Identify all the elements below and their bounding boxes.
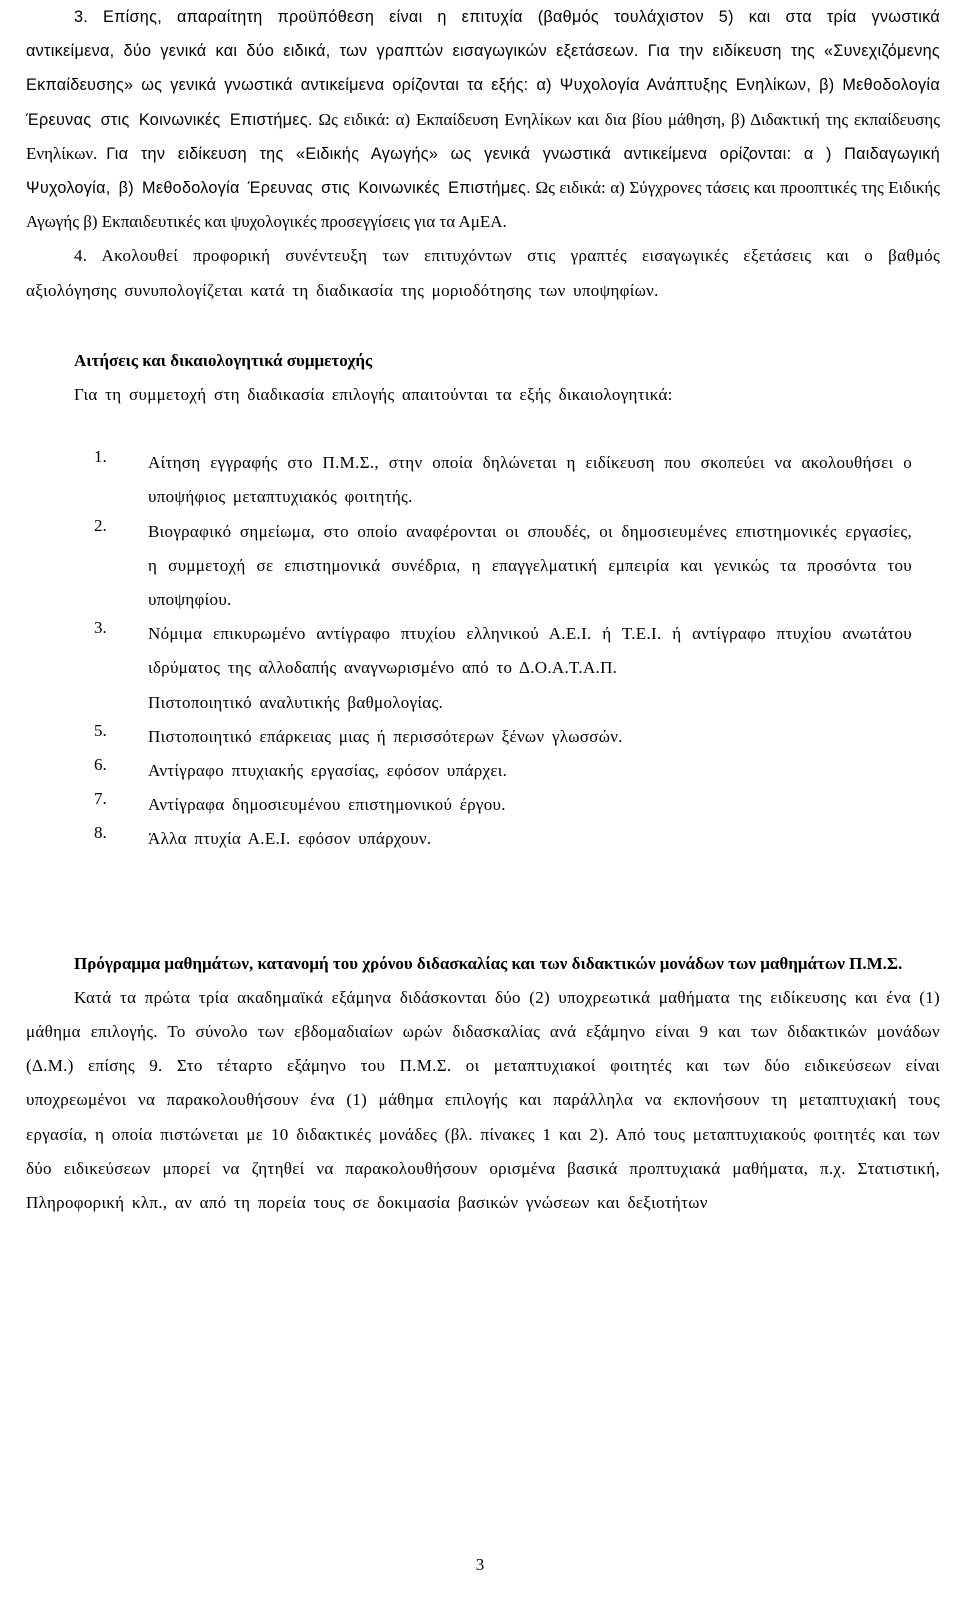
list-item-text: Αντίγραφα δημοσιευμένου επιστημονικού έργου. — [148, 795, 506, 815]
list-item — [26, 515, 940, 618]
list-item — [26, 686, 940, 720]
paragraph-3-special-subjects: Ως ειδικά: α) Σύγχρονες τάσεις και προοπτικές της Ειδικής Αγωγής β) Εκπαιδευτικές και ψυχολογικές προσεγγίσεις για τα ΑμΕΑ. — [26, 178, 941, 232]
list-item-number: 2. — [94, 515, 107, 535]
list-item — [26, 446, 940, 514]
applications-lead: Για τη συμμετοχή στη διαδικασία επιλογής απαιτούνται τα εξής δικαιολογητικά: — [74, 385, 673, 405]
list-item — [26, 720, 940, 754]
list-item-number: 8. — [94, 823, 107, 843]
list-item-text: Άλλα πτυχία Α.Ε.Ι. εφόσον υπάρχουν. — [148, 829, 432, 849]
spacer — [26, 857, 940, 947]
list-item — [26, 822, 940, 856]
list-item-text: Βιογραφικό σημείωμα, στο οποίο αναφέρονται οι σπουδές, οι δημοσιευμένες επιστημονικές εργασίες, η συμμετοχή σε επιστημονικά συνέδρια, η επαγγελματική εμπειρία και γενικώς τα προσόντα του υποψηφίου. — [148, 521, 912, 610]
curriculum-heading: Πρόγραμμα μαθημάτων, κατανομή του χρόνου διδασκαλίας και των διδακτικών μονάδων των μαθημάτων Π.Μ.Σ. — [74, 953, 903, 973]
list-item-text: Αίτηση εγγραφής στο Π.Μ.Σ., στην οποία δηλώνεται η ειδίκευση που σκοπεύει να ακολουθήσει ο υποψήφιος μεταπτυχιακός φοιτητής. — [148, 453, 912, 507]
list-item-text: Πιστοποιητικό επάρκειας μιας ή περισσότερων ξένων γλωσσών. — [148, 726, 623, 746]
paragraph-3-special-education: Για την ειδίκευση της «Ειδικής Αγωγής» ως γενικά γνωστικά αντικείμενα ορίζονται: α ) Παιδαγωγική Ψυχολογία, β) Μεθοδολογία Έρευνας στις Κοινωνικές Επιστήμες. — [26, 144, 940, 198]
paragraph-4: 4. Ακολουθεί προφορική συνέντευξη των επιτυχόντων στις γραπτές εισαγωγικές εξετάσεις και ο βαθμός αξιολόγησης συνυπολογίζεται κατά τη διαδικασία της μοριοδότησης των υποψηφίων. — [26, 246, 940, 300]
list-item — [26, 754, 940, 788]
paragraph-3 — [26, 0, 940, 239]
curriculum-body: Κατά τα πρώτα τρία ακαδημαϊκά εξάμηνα διδάσκονται δύο (2) υποχρεωτικά μαθήματα της ειδίκευσης και ένα (1) μάθημα επιλογής. Το σύνολο των εβδομαδιαίων ωρών διδασκαλίας ανά εξάμηνο είναι 9 και των διδακτικών μονάδων (Δ.Μ.) επίσης 9. Στο τέταρτο εξάμηνο του Π.Μ.Σ. οι μεταπτυχιακοί φοιτητές και των δύο ειδικεύσεων είναι υποχρεωμένοι να παρακολουθήσουν ένα (1) μάθημα επιλογής και παράλληλα να εκπονήσουν τη μεταπτυχιακή τους εργασία, η οποία πιστώνεται με 10 διδακτικές μονάδες (βλ. πίνακες 1 και 2). Από τους μεταπτυχιακούς φοιτητές και των δύο ειδικεύσεων μπορεί να ζητηθεί να παρακολουθήσουν ορισμένα βασικά προπτυχιακά μαθήματα, π.χ. Στατιστική, Πληροφορική κλπ., αν από τη πορεία τους σε δοκιμασία βασικών γνώσεων και δεξιοτήτων — [26, 987, 940, 1213]
paragraph-3-text: 3. Επίσης, απαραίτητη προϋπόθεση είναι η επιτυχία (βαθμός τουλάχιστον 5) και στα τρία γνωστικά αντικείμενα, δύο γενικά και δύο ειδικά, των γραπτών εισαγωγικών εξετάσεων. Για την ειδίκευση της «Συνεχιζόμενης Εκπαίδευσης» ως γενικά γνωστικά αντικείμενα ορίζονται τα εξής: α) Ψυχολογία Ανάπτυξης Ενηλίκων, β) Μεθοδολογία Έρευνας στις Κοινωνικές Επιστήμες. — [26, 8, 940, 129]
list-item-text: Πιστοποιητικό αναλυτικής βαθμολογίας. — [148, 692, 444, 712]
list-item-number: 7. — [94, 789, 107, 809]
list-item-number: 5. — [94, 720, 107, 740]
spacer — [26, 308, 940, 344]
requirements-list — [26, 446, 940, 856]
list-item-number: 3. — [94, 618, 107, 638]
list-item-text: Αντίγραφο πτυχιακής εργασίας, εφόσον υπάρχει. — [148, 761, 508, 781]
list-item-text: Νόμιμα επικυρωμένο αντίγραφο πτυχίου ελληνικού Α.Ε.Ι. ή Τ.Ε.Ι. ή αντίγραφο πτυχίου ανωτάτου ιδρύματος της αλλοδαπής αναγνωρισμένο από το Δ.Ο.Α.Τ.Α.Π. — [148, 624, 912, 678]
paragraph-3-special-general: Ως ειδικά: α) Εκπαίδευση Ενηλίκων και δια βίου μάθηση, β) Διδακτική της εκπαίδευσης Ενηλίκων. — [26, 109, 941, 163]
list-item-number: 6. — [94, 755, 107, 775]
list-item — [26, 617, 940, 685]
list-item-number: 1. — [94, 447, 107, 467]
page-number: 3 — [475, 1555, 485, 1574]
spacer — [26, 412, 940, 446]
list-item — [26, 788, 940, 822]
applications-heading: Αιτήσεις και δικαιολογητικά συμμετοχής — [74, 350, 373, 370]
